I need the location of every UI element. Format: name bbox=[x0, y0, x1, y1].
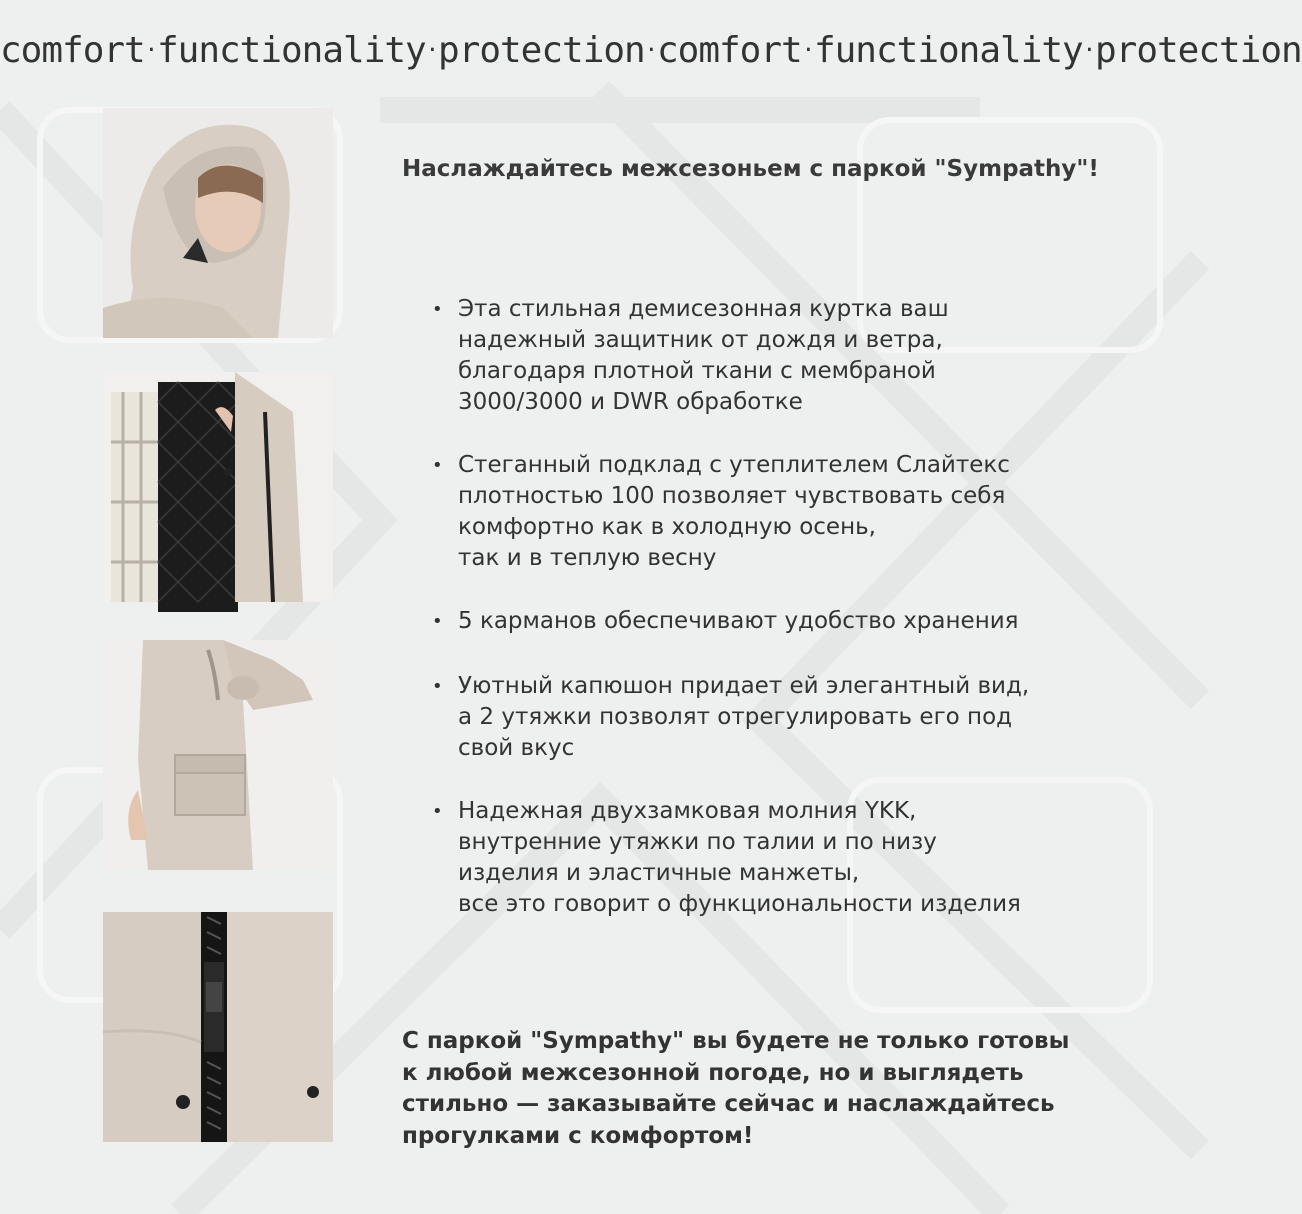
tagline-separator: · bbox=[144, 37, 157, 63]
feature-text: Надежная двухзамковая молния YKK, внутренние утяжки по талии и по низу изделия и эластичные манжеты, все это говорит о функциональности изделия bbox=[458, 798, 1021, 917]
feature-text: Стеганный подклад с утеплителем Слайтекс плотностью 100 позволяет чувствовать себя комфортно как в холодную осень, так и в теплую весну bbox=[458, 452, 1010, 571]
tagline-separator: · bbox=[644, 37, 657, 63]
page-heading: Наслаждайтесь межсезоньем с паркой "Sympathy"! bbox=[402, 156, 1099, 182]
closing-call-to-action: С паркой "Sympathy" вы будете не только готовы к любой межсезонной погоде, но и выглядеть стильно — заказывайте сейчас и наслаждайтесь прогулками с комфортом! bbox=[402, 1028, 1070, 1149]
zipper-photo bbox=[103, 912, 333, 1142]
feature-text: Эта стильная демисезонная куртка ваш надежный защитник от дождя и ветра, благодаря плотной ткани с мембраной 3000/3000 и DWR обработке bbox=[458, 296, 949, 415]
tagline-word: functionality bbox=[156, 29, 426, 71]
bullet-mark: • bbox=[432, 611, 443, 632]
bullet-mark: • bbox=[432, 455, 443, 476]
tagline-separator: · bbox=[1082, 37, 1095, 63]
tagline-word: protection bbox=[437, 29, 645, 71]
feature-text: Уютный капюшон придает ей элегантный вид, а 2 утяжки позволят отрегулировать его под свой вкус bbox=[458, 673, 1030, 761]
tagline-banner bbox=[0, 22, 1302, 78]
bullet-mark: • bbox=[432, 676, 443, 697]
lining-photo bbox=[103, 372, 333, 602]
tagline-word: comfort bbox=[0, 29, 145, 71]
bullet-mark: • bbox=[432, 299, 443, 320]
tagline-word: functionality bbox=[813, 29, 1083, 71]
feature-text: 5 карманов обеспечивают удобство хранения bbox=[458, 608, 1019, 634]
tagline-word: protection bbox=[1094, 29, 1302, 71]
tagline-word: comfort bbox=[656, 29, 802, 71]
tagline-separator: · bbox=[425, 37, 438, 63]
tagline-separator: · bbox=[801, 37, 814, 63]
pockets-photo bbox=[103, 640, 333, 870]
hood-photo bbox=[103, 108, 333, 338]
bullet-mark: • bbox=[432, 801, 443, 822]
